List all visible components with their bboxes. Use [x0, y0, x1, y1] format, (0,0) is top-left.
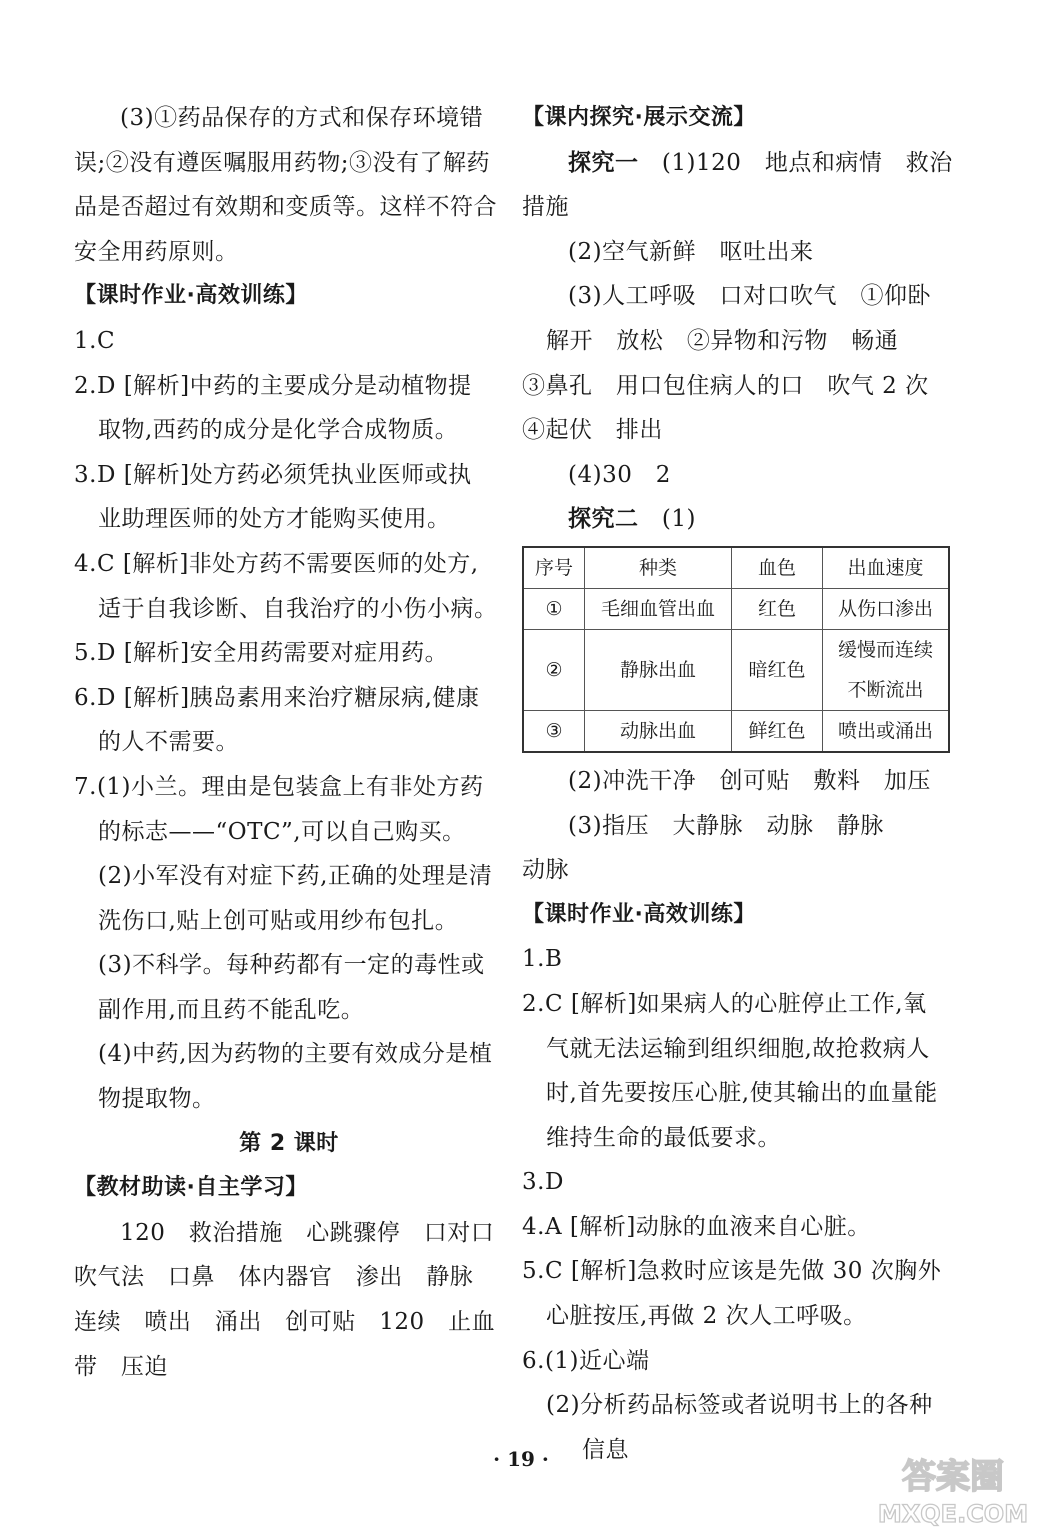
text-line: 连续 喷出 涌出 创可贴 120 止血: [74, 1309, 496, 1336]
text-line: 带 压迫: [74, 1353, 168, 1380]
text-line: ③鼻孔 用口包住病人的口 吹气 2 次: [522, 372, 929, 399]
text-line: 副作用,而且药不能乱吃。: [98, 996, 365, 1023]
text-line: 品是否超过有效期和变质等。这样不符合: [74, 194, 497, 221]
table-cell: 红色: [732, 588, 823, 629]
answer-line: 1.C: [74, 327, 116, 354]
table-header-row: [523, 547, 949, 589]
text-line: 取物,西药的成分是化学合成物质。: [98, 417, 459, 444]
answer-line: 2.D [解析]中药的主要成分是动植物提: [74, 372, 472, 399]
section-heading: 【教材助读·自主学习】: [74, 1175, 308, 1201]
table-header: 种类: [585, 547, 732, 589]
answer-line: 3.D [解析]处方药必须凭执业医师或执: [74, 461, 472, 488]
text-line: 洗伤口,贴上创可贴或用纱布包扎。: [98, 907, 459, 934]
text-line: 气就无法运输到组织细胞,故抢救病人: [546, 1035, 930, 1062]
text-line: (3)指压 大静脉 动脉 静脉: [568, 812, 884, 839]
text-line: 安全用药原则。: [74, 238, 239, 265]
text-span: (1)120 地点和病情 救治: [638, 149, 953, 176]
table-cell: 动脉出血: [585, 710, 732, 752]
cell-line: 缓慢而连续: [837, 638, 933, 661]
text-line: (4)中药,因为药物的主要有效成分是植: [98, 1041, 493, 1068]
text-line: (2)小军没有对症下药,正确的处理是清: [98, 863, 493, 890]
text-line: 维持生命的最低要求。: [546, 1124, 781, 1151]
text-line: (2)冲洗干净 创可贴 敷料 加压: [568, 767, 931, 794]
exploration-label: 探究一: [568, 149, 639, 176]
text-line: [522, 141, 954, 186]
text-line: 解开 放松 ②异物和污物 畅通: [546, 327, 899, 354]
text-line: 动脉: [522, 857, 569, 884]
table-cell: 鲜红色: [732, 710, 823, 752]
text-line: 误;②没有遵医嘱服用药物;③没有了解药: [74, 149, 490, 176]
watermark-text-bottom: MXQE.COM: [877, 1500, 1029, 1528]
section-heading: 【课时作业·高效训练】: [74, 283, 308, 309]
text-line: 信息: [582, 1436, 629, 1463]
right-column: [522, 96, 954, 1472]
text-line: [522, 497, 954, 542]
page-number: · 19 ·: [493, 1447, 549, 1471]
answer-line: 1.B: [522, 946, 563, 973]
text-line: (2)空气新鲜 呕吐出来: [568, 238, 814, 265]
watermark-logo: [868, 1450, 1038, 1530]
table-cell: ①: [523, 588, 585, 629]
answer-line: 6.D [解析]胰岛素用来治疗糖尿病,健康: [74, 684, 480, 711]
answer-line: 4.A [解析]动脉的血液来自心脏。: [522, 1213, 871, 1240]
cell-line: 不断流出: [847, 678, 924, 701]
table-cell: [823, 629, 950, 710]
text-line: ④起伏 排出: [522, 417, 663, 444]
answer-line: 4.C [解析]非处方药不需要医师的处方,: [74, 550, 479, 577]
text-line: 吹气法 口鼻 体内器官 渗出 静脉: [74, 1264, 474, 1291]
table-row: [523, 588, 949, 629]
exploration-label: 探究二: [568, 506, 639, 533]
text-line: 时,首先要按压心脏,使其输出的血量能: [546, 1080, 938, 1107]
table-cell: 毛细血管出血: [585, 588, 732, 629]
text-line: 的标志——“OTC”,可以自己购买。: [98, 818, 466, 845]
text-line: 业助理医师的处方才能购买使用。: [98, 506, 451, 533]
table-cell: ③: [523, 710, 585, 752]
bleeding-types-table: [522, 546, 950, 753]
section-heading: 【课时作业·高效训练】: [522, 901, 756, 927]
text-line: 心脏按压,再做 2 次人工呼吸。: [546, 1303, 867, 1330]
text-line: 措施: [522, 194, 569, 221]
answer-line: 2.C [解析]如果病人的心脏停止工作,氧: [522, 990, 927, 1017]
left-column: [74, 96, 504, 1389]
text-line: (3)①药品保存的方式和保存环境错: [120, 105, 484, 131]
text-line: 120 救治措施 心跳骤停 口对口: [120, 1219, 495, 1246]
table-row: [523, 710, 949, 752]
text-line: 的人不需要。: [98, 729, 239, 756]
table-header: 序号: [523, 547, 585, 589]
table-header: 出血速度: [823, 547, 950, 589]
text-line: (2)分析药品标签或者说明书上的各种: [546, 1392, 933, 1419]
answer-line: 7.(1)小兰。理由是包装盒上有非处方药: [74, 773, 484, 800]
text-line: 物提取物。: [98, 1086, 216, 1113]
answer-line: 5.D [解析]安全用药需要对症用药。: [74, 640, 449, 667]
text-line: 适于自我诊断、自我治疗的小伤小病。: [98, 595, 498, 622]
answer-line: 6.(1)近心端: [522, 1347, 650, 1374]
table-cell: ②: [523, 629, 585, 710]
table-header: 血色: [732, 547, 823, 589]
text-span: (1): [638, 506, 697, 533]
table-cell: 静脉出血: [585, 629, 732, 710]
table-cell: 从伤口渗出: [823, 588, 950, 629]
text-line: (3)人工呼吸 口对口吹气 ①仰卧: [568, 283, 931, 310]
table-cell: 暗红色: [732, 629, 823, 710]
table-cell: 喷出或涌出: [823, 710, 950, 752]
section-heading: 【课内探究·展示交流】: [522, 105, 756, 130]
table-row: [523, 629, 949, 710]
lesson-title: 第 2 课时: [239, 1130, 339, 1156]
watermark-text-top: 答案圈: [902, 1457, 1004, 1497]
answer-line: 5.C [解析]急救时应该是先做 30 次胸外: [522, 1258, 942, 1285]
text-line: (4)30 2: [568, 461, 671, 488]
answer-line: 3.D: [522, 1169, 564, 1196]
text-line: (3)不科学。每种药都有一定的毒性或: [98, 952, 485, 979]
